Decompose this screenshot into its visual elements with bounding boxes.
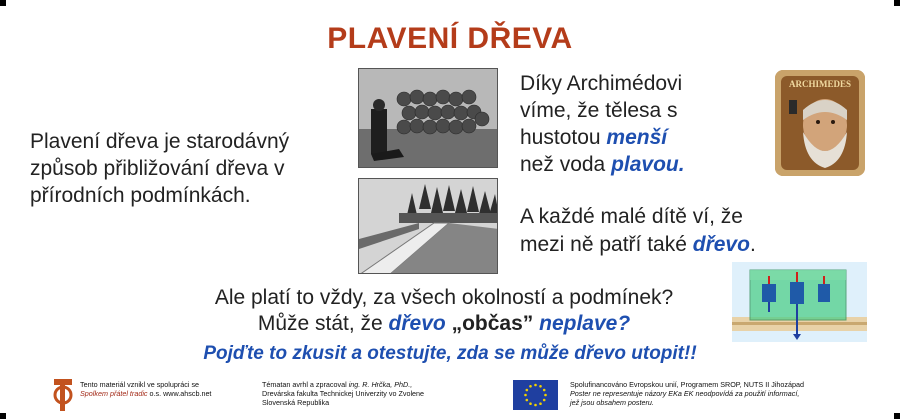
footer-spolek-name: Spolkem přátel tradic: [80, 389, 148, 398]
portrait-label: ARCHIMEDES: [788, 79, 852, 89]
eu-flag-icon: [513, 380, 558, 410]
footer-author-country: Slovenská Republika: [262, 398, 330, 407]
spolek-logo-drawing: [50, 377, 76, 413]
archimedes-portrait-drawing: [775, 70, 865, 176]
corner-mark: [0, 413, 6, 419]
question-line-2: [0, 311, 894, 337]
highlight-mensi: menší: [606, 126, 668, 149]
page-title: PLAVENÍ DŘEVA: [327, 22, 573, 55]
log-pile-photo: [358, 68, 498, 168]
footer-eu-line-2: Poster ne representuje názory EKa EK neodpovídá za použití informací,: [570, 389, 800, 398]
child-line-1: A každé malé dítě ví, že: [520, 205, 743, 228]
footer-author-name: ing. R. Hrčka, PhD.,: [348, 380, 413, 389]
footer-credit-line: Tento materiál vznikl ve spolupráci se: [80, 380, 200, 389]
call-to-action: Pojďte to zkusit a otestujte, zda se může dřevo utopit!!: [203, 343, 697, 364]
footer-eu-line-3: jež jsou obsahem posteru.: [570, 398, 654, 407]
highlight-drevo-question: dřevo: [388, 312, 446, 335]
archimedes-line-1: Díky Archimédovi: [520, 72, 683, 95]
question-line-2-start: Může stát, že: [257, 312, 389, 335]
footer-credit-spolek: [80, 380, 250, 398]
archimedes-line-4: než voda: [520, 153, 612, 176]
footer-credit-author: [262, 380, 492, 407]
corner-mark: [894, 413, 900, 419]
highlight-obcas: „občas”: [451, 312, 534, 335]
intro-paragraph: Plavení dřeva je starodávný způsob přibližování dřeva v přírodních podmínkách.: [30, 130, 290, 207]
footer-eu-funding: [570, 380, 870, 407]
highlight-plavou: plavou.: [611, 153, 685, 176]
highlight-drevo: dřevo: [692, 233, 750, 256]
timber-chute-photo: [358, 178, 498, 274]
footer-eu-line-1: Spolufinancováno Evropskou unií, Programem SROP, NUTS II Jihozápad: [570, 380, 804, 389]
timber-chute-photo-drawing: [359, 179, 498, 274]
child-line-2: mezi ně patří také: [520, 233, 693, 256]
archimedes-line-2: víme, že tělesa s: [520, 99, 678, 122]
question-line-1: Ale platí to vždy, za všech okolností a podmínek?: [214, 286, 674, 309]
child-paragraph: [520, 203, 840, 259]
footer-author-pre: Tématan avrhl a zpracoval: [262, 380, 349, 389]
footer-spolek-url: o.s. www.ahscb.net: [147, 389, 212, 398]
archimedes-line-3: hustotou: [520, 126, 607, 149]
eu-flag-drawing: [513, 380, 558, 410]
archimedes-paragraph: [520, 70, 750, 178]
log-pile-photo-drawing: [359, 69, 498, 168]
highlight-neplave: neplave?: [539, 312, 631, 335]
archimedes-portrait: [775, 70, 865, 176]
child-line-2-end: .: [749, 233, 756, 256]
corner-mark: [0, 0, 6, 6]
spolek-logo-icon: [50, 377, 76, 413]
footer-author-faculty: Drevárska fakulta Technickej Univerzity vo Zvolene: [262, 389, 425, 398]
corner-mark: [894, 0, 900, 6]
